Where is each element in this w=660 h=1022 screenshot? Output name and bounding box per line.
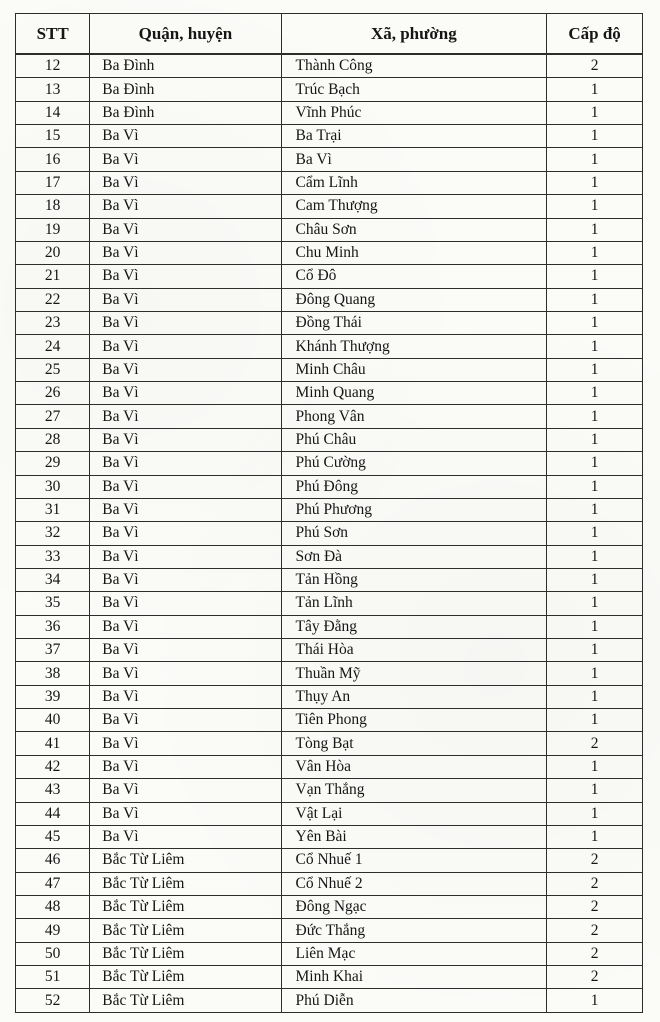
cell-district: Ba Vì: [90, 522, 281, 545]
cell-level: 1: [547, 522, 643, 545]
cell-ward: Tòng Bạt: [281, 732, 547, 755]
cell-ward: Khánh Thượng: [281, 335, 547, 358]
cell-level: 2: [547, 895, 643, 918]
cell-ward: Ba Trại: [281, 125, 547, 148]
cell-ward: Tản Hồng: [281, 568, 547, 591]
cell-level: 2: [547, 732, 643, 755]
cell-stt: 19: [16, 218, 90, 241]
table-row: [16, 872, 643, 895]
cell-district: Ba Vì: [90, 241, 281, 264]
cell-stt: 35: [16, 592, 90, 615]
cell-district: Bắc Từ Liêm: [90, 919, 281, 942]
cell-ward: Đồng Thái: [281, 311, 547, 334]
table-row: [16, 849, 643, 872]
cell-level: 1: [547, 755, 643, 778]
table-row: [16, 195, 643, 218]
cell-ward: Sơn Đà: [281, 545, 547, 568]
cell-ward: Yên Bài: [281, 825, 547, 848]
table-row: [16, 101, 643, 124]
cell-ward: Đức Thắng: [281, 919, 547, 942]
cell-district: Bắc Từ Liêm: [90, 989, 281, 1013]
cell-district: Bắc Từ Liêm: [90, 942, 281, 965]
cell-ward: Liên Mạc: [281, 942, 547, 965]
cell-level: 2: [547, 919, 643, 942]
cell-district: Ba Vì: [90, 335, 281, 358]
cell-level: 1: [547, 802, 643, 825]
cell-stt: 42: [16, 755, 90, 778]
cell-district: Ba Vì: [90, 358, 281, 381]
table-row: [16, 615, 643, 638]
cell-level: 1: [547, 382, 643, 405]
cell-district: Ba Vì: [90, 615, 281, 638]
cell-stt: 45: [16, 825, 90, 848]
cell-district: Ba Vì: [90, 779, 281, 802]
cell-stt: 30: [16, 475, 90, 498]
cell-district: Ba Vì: [90, 732, 281, 755]
cell-stt: 43: [16, 779, 90, 802]
cell-stt: 27: [16, 405, 90, 428]
table-row: [16, 382, 643, 405]
cell-district: Ba Vì: [90, 311, 281, 334]
cell-district: Ba Đình: [90, 101, 281, 124]
cell-level: 2: [547, 942, 643, 965]
table-row: [16, 335, 643, 358]
table-row: [16, 592, 643, 615]
table-row: [16, 568, 643, 591]
cell-district: Ba Vì: [90, 405, 281, 428]
cell-stt: 37: [16, 639, 90, 662]
cell-level: 1: [547, 405, 643, 428]
cell-level: 1: [547, 288, 643, 311]
cell-stt: 18: [16, 195, 90, 218]
cell-level: 1: [547, 592, 643, 615]
table-row: [16, 732, 643, 755]
column-header-ward: Xã, phường: [281, 14, 547, 55]
cell-stt: 16: [16, 148, 90, 171]
cell-district: Ba Vì: [90, 545, 281, 568]
cell-level: 1: [547, 171, 643, 194]
cell-district: Ba Vì: [90, 802, 281, 825]
cell-ward: Cẩm Lĩnh: [281, 171, 547, 194]
cell-district: Bắc Từ Liêm: [90, 872, 281, 895]
cell-district: Ba Vì: [90, 125, 281, 148]
cell-stt: 22: [16, 288, 90, 311]
table-row: [16, 662, 643, 685]
column-header-stt: STT: [16, 14, 90, 55]
table-row: [16, 405, 643, 428]
cell-district: Ba Đình: [90, 54, 281, 78]
cell-ward: Minh Khai: [281, 966, 547, 989]
cell-level: 1: [547, 498, 643, 521]
cell-district: Bắc Từ Liêm: [90, 895, 281, 918]
table-row: [16, 171, 643, 194]
cell-stt: 31: [16, 498, 90, 521]
table-head: [16, 14, 643, 55]
table-row: [16, 989, 643, 1013]
cell-stt: 34: [16, 568, 90, 591]
cell-stt: 48: [16, 895, 90, 918]
cell-level: 1: [547, 685, 643, 708]
cell-district: Ba Vì: [90, 195, 281, 218]
table-row: [16, 779, 643, 802]
table-body: [16, 54, 643, 1013]
cell-stt: 12: [16, 54, 90, 78]
cell-ward: Minh Châu: [281, 358, 547, 381]
cell-ward: Minh Quang: [281, 382, 547, 405]
cell-district: Ba Vì: [90, 288, 281, 311]
cell-level: 2: [547, 54, 643, 78]
table-row: [16, 685, 643, 708]
cell-ward: Đông Quang: [281, 288, 547, 311]
cell-level: 1: [547, 825, 643, 848]
cell-district: Ba Vì: [90, 265, 281, 288]
cell-stt: 52: [16, 989, 90, 1013]
cell-ward: Vân Hòa: [281, 755, 547, 778]
cell-ward: Vĩnh Phúc: [281, 101, 547, 124]
cell-level: 1: [547, 452, 643, 475]
cell-stt: 36: [16, 615, 90, 638]
cell-district: Bắc Từ Liêm: [90, 849, 281, 872]
cell-district: Ba Vì: [90, 475, 281, 498]
cell-ward: Ba Vì: [281, 148, 547, 171]
cell-stt: 49: [16, 919, 90, 942]
cell-stt: 32: [16, 522, 90, 545]
cell-ward: Thuần Mỹ: [281, 662, 547, 685]
cell-level: 1: [547, 662, 643, 685]
cell-ward: Phú Đông: [281, 475, 547, 498]
cell-stt: 25: [16, 358, 90, 381]
table-row: [16, 522, 643, 545]
cell-stt: 50: [16, 942, 90, 965]
cell-stt: 23: [16, 311, 90, 334]
cell-level: 1: [547, 475, 643, 498]
cell-district: Ba Vì: [90, 498, 281, 521]
cell-ward: Vật Lại: [281, 802, 547, 825]
column-header-district: Quận, huyện: [90, 14, 281, 55]
table-row: [16, 755, 643, 778]
header-row: [16, 14, 643, 55]
cell-district: Ba Vì: [90, 825, 281, 848]
table-row: [16, 475, 643, 498]
cell-stt: 20: [16, 241, 90, 264]
cell-stt: 17: [16, 171, 90, 194]
cell-stt: 38: [16, 662, 90, 685]
column-header-level: Cấp độ: [547, 14, 643, 55]
cell-level: 1: [547, 989, 643, 1013]
cell-district: Ba Vì: [90, 685, 281, 708]
cell-ward: Cổ Nhuế 1: [281, 849, 547, 872]
cell-district: Ba Vì: [90, 755, 281, 778]
table-row: [16, 265, 643, 288]
cell-level: 1: [547, 358, 643, 381]
table-row: [16, 452, 643, 475]
cell-level: 2: [547, 966, 643, 989]
cell-stt: 24: [16, 335, 90, 358]
table-row: [16, 966, 643, 989]
admin-units-table: [15, 13, 643, 1013]
cell-ward: Đông Ngạc: [281, 895, 547, 918]
table-row: [16, 241, 643, 264]
cell-district: Bắc Từ Liêm: [90, 966, 281, 989]
cell-district: Ba Vì: [90, 639, 281, 662]
table-row: [16, 802, 643, 825]
cell-stt: 39: [16, 685, 90, 708]
cell-level: 1: [547, 545, 643, 568]
cell-stt: 28: [16, 428, 90, 451]
cell-level: 1: [547, 335, 643, 358]
cell-level: 1: [547, 615, 643, 638]
table-row: [16, 125, 643, 148]
cell-level: 1: [547, 568, 643, 591]
cell-stt: 29: [16, 452, 90, 475]
table-row: [16, 709, 643, 732]
cell-stt: 26: [16, 382, 90, 405]
cell-level: 1: [547, 639, 643, 662]
table-row: [16, 78, 643, 101]
cell-ward: Phú Sơn: [281, 522, 547, 545]
cell-district: Ba Vì: [90, 428, 281, 451]
cell-ward: Phú Diễn: [281, 989, 547, 1013]
table-row: [16, 825, 643, 848]
table-row: [16, 358, 643, 381]
cell-district: Ba Vì: [90, 568, 281, 591]
cell-level: 1: [547, 218, 643, 241]
cell-ward: Cổ Đô: [281, 265, 547, 288]
table-row: [16, 895, 643, 918]
cell-level: 1: [547, 241, 643, 264]
cell-ward: Chu Minh: [281, 241, 547, 264]
cell-level: 1: [547, 265, 643, 288]
cell-stt: 21: [16, 265, 90, 288]
cell-district: Ba Vì: [90, 662, 281, 685]
cell-level: 2: [547, 872, 643, 895]
cell-level: 1: [547, 779, 643, 802]
table-row: [16, 498, 643, 521]
cell-district: Ba Vì: [90, 218, 281, 241]
table-row: [16, 218, 643, 241]
cell-district: Ba Vì: [90, 709, 281, 732]
cell-district: Ba Vì: [90, 592, 281, 615]
cell-level: 1: [547, 101, 643, 124]
cell-level: 1: [547, 709, 643, 732]
cell-ward: Tản Lĩnh: [281, 592, 547, 615]
table-row: [16, 311, 643, 334]
cell-ward: Thành Công: [281, 54, 547, 78]
cell-ward: Trúc Bạch: [281, 78, 547, 101]
cell-stt: 15: [16, 125, 90, 148]
cell-ward: Cổ Nhuế 2: [281, 872, 547, 895]
cell-district: Ba Đình: [90, 78, 281, 101]
cell-district: Ba Vì: [90, 148, 281, 171]
cell-ward: Tây Đằng: [281, 615, 547, 638]
cell-level: 1: [547, 195, 643, 218]
table-row: [16, 919, 643, 942]
cell-stt: 33: [16, 545, 90, 568]
table-row: [16, 942, 643, 965]
cell-stt: 14: [16, 101, 90, 124]
cell-stt: 46: [16, 849, 90, 872]
cell-level: 1: [547, 78, 643, 101]
table-row: [16, 428, 643, 451]
table-row: [16, 54, 643, 78]
cell-level: 1: [547, 148, 643, 171]
table-row: [16, 545, 643, 568]
table-row: [16, 288, 643, 311]
cell-stt: 40: [16, 709, 90, 732]
cell-stt: 13: [16, 78, 90, 101]
cell-ward: Phong Vân: [281, 405, 547, 428]
cell-stt: 51: [16, 966, 90, 989]
cell-level: 1: [547, 428, 643, 451]
cell-stt: 47: [16, 872, 90, 895]
cell-ward: Cam Thượng: [281, 195, 547, 218]
cell-stt: 41: [16, 732, 90, 755]
cell-ward: Phú Phương: [281, 498, 547, 521]
cell-stt: 44: [16, 802, 90, 825]
cell-level: 2: [547, 849, 643, 872]
cell-ward: Châu Sơn: [281, 218, 547, 241]
cell-level: 1: [547, 125, 643, 148]
cell-ward: Vạn Thắng: [281, 779, 547, 802]
cell-ward: Thái Hòa: [281, 639, 547, 662]
cell-ward: Tiên Phong: [281, 709, 547, 732]
cell-level: 1: [547, 311, 643, 334]
cell-district: Ba Vì: [90, 382, 281, 405]
cell-ward: Phú Cường: [281, 452, 547, 475]
table-row: [16, 639, 643, 662]
cell-ward: Thụy An: [281, 685, 547, 708]
table-row: [16, 148, 643, 171]
cell-district: Ba Vì: [90, 452, 281, 475]
cell-district: Ba Vì: [90, 171, 281, 194]
cell-ward: Phú Châu: [281, 428, 547, 451]
